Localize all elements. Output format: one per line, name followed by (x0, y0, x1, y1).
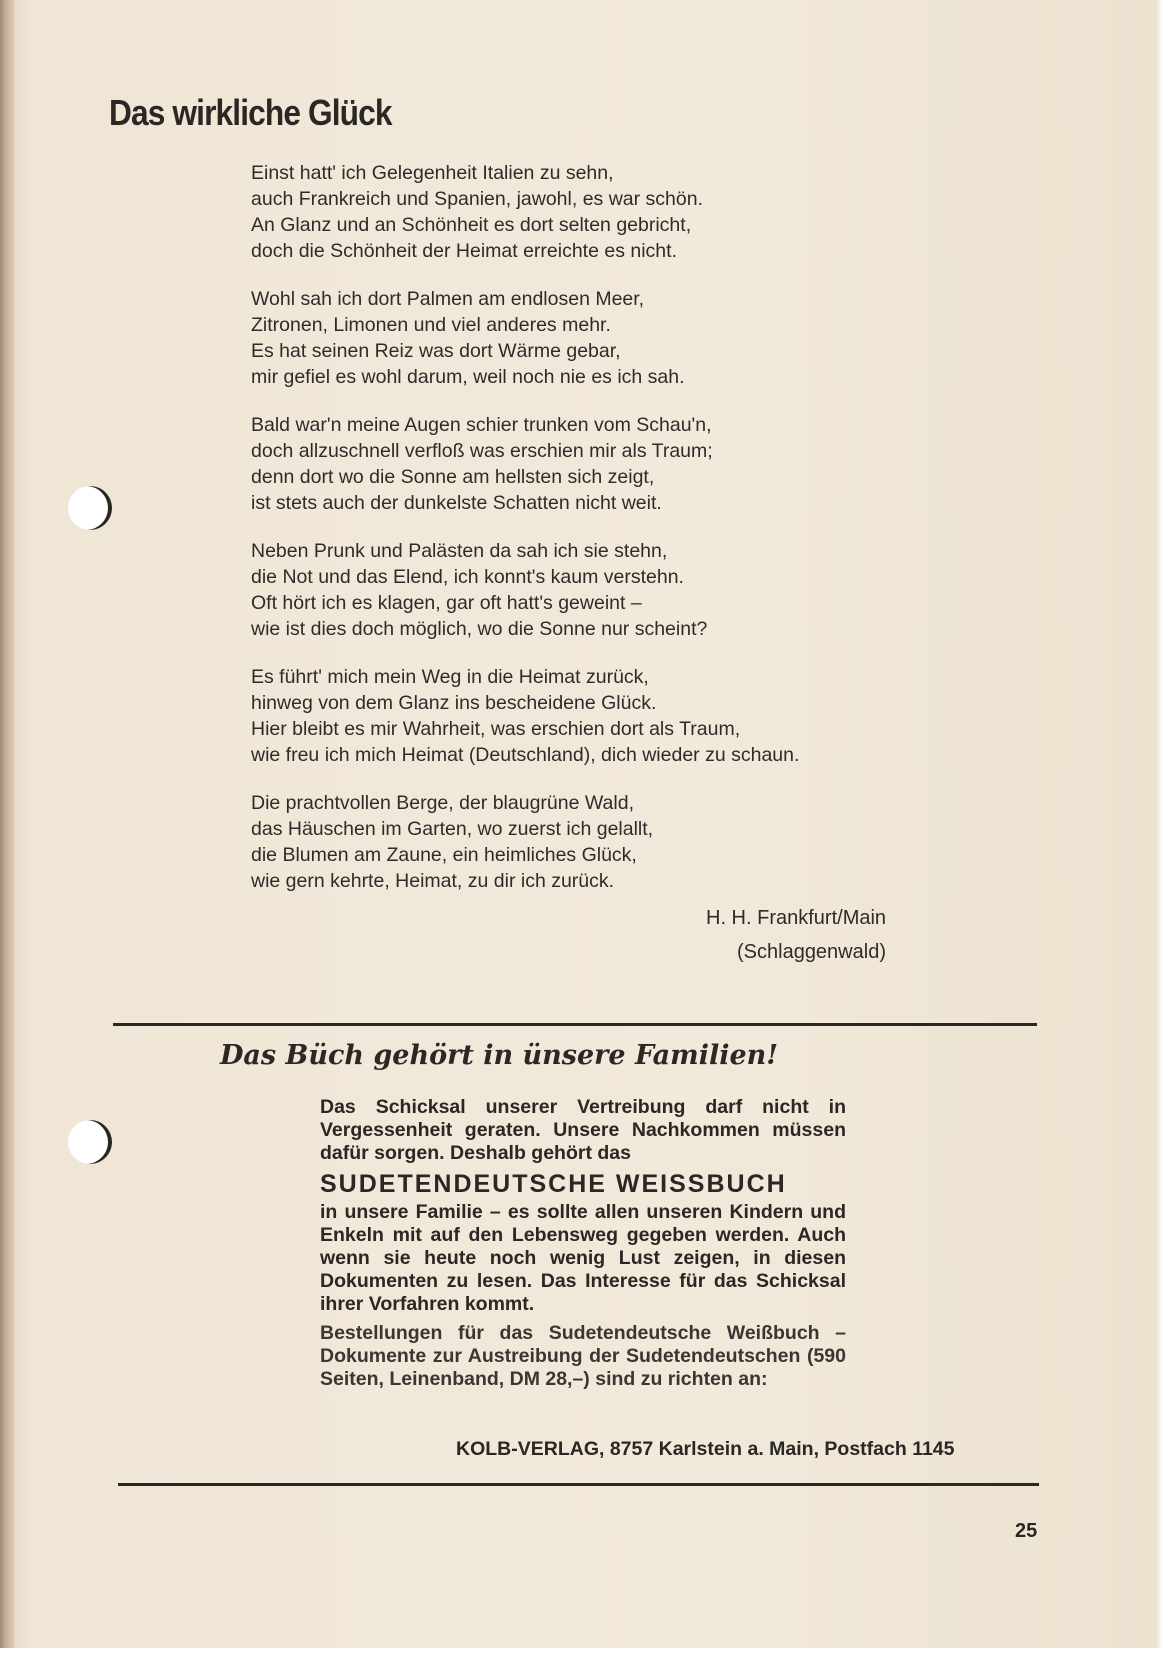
poem-line: wie ist dies doch möglich, wo die Sonne nur scheint? (251, 618, 708, 640)
poem-stanza (251, 538, 951, 642)
advert-order-info: Bestellungen für das Sudetendeutsche Weißbuch – Dokumente zur Austreibung der Sudetendeutschen (590 Seiten, Leinenband, DM 28,–) sind zu richten an: (320, 1322, 846, 1390)
advert-book-title: SUDETENDEUTSCHE WEISSBUCH (320, 1170, 787, 1198)
poem-line: Die prachtvollen Berge, der blaugrüne Wald, (251, 792, 634, 814)
divider-top (113, 1023, 1037, 1026)
poem-body (251, 160, 951, 916)
publisher-address: KOLB-VERLAG, 8757 Karlstein a. Main, Postfach 1145 (456, 1438, 955, 1460)
advert-intro: Das Schicksal unserer Vertreibung darf nicht in Vergessenheit geraten. Unsere Nachkommen müssen dafür sorgen. Deshalb gehört das (320, 1096, 846, 1164)
poem-line: Wohl sah ich dort Palmen am endlosen Meer, (251, 288, 645, 310)
poem-line: wie gern kehrte, Heimat, zu dir ich zurück. (251, 870, 615, 892)
poem-line: Bald war'n meine Augen schier trunken vom Schau'n, (251, 414, 712, 436)
poem-line: An Glanz und an Schönheit es dort selten gebricht, (251, 214, 692, 236)
poem-signature (706, 901, 886, 969)
punch-hole (68, 1120, 112, 1164)
advert-text: in unsere Familie – es sollte allen unseren Kindern und Enkeln mit auf den Lebensweg gegeben werden. Auch wenn sie heute noch wenig Lust zeigen, in diesen Dokumenten zu lesen. Das Interesse für das Schicksal ihrer Vorfahren kommt. (320, 1201, 846, 1315)
poem-line: wie freu ich mich Heimat (Deutschland), dich wieder zu schaun. (251, 744, 800, 766)
poem-line: Oft hört ich es klagen, gar oft hatt's geweint – (251, 592, 642, 614)
poem-line: Es hat seinen Reiz was dort Wärme gebar, (251, 340, 621, 362)
page-bottom-margin (0, 1648, 1163, 1676)
poem-line: die Not und das Elend, ich konnt's kaum verstehn. (251, 566, 684, 588)
poem-line: auch Frankreich und Spanien, jawohl, es war schön. (251, 188, 704, 210)
poem-line: Neben Prunk und Palästen da sah ich sie stehn, (251, 540, 668, 562)
page-binding-edge (0, 0, 14, 1676)
author-initials-city: H. H. Frankfurt/Main (706, 907, 887, 929)
poem-line: das Häuschen im Garten, wo zuerst ich gelallt, (251, 818, 654, 840)
page-number: 25 (1015, 1520, 1038, 1542)
poem-line: Es führt' mich mein Weg in die Heimat zurück, (251, 666, 649, 688)
author-origin: (Schlaggenwald) (737, 941, 886, 963)
poem-line: Hier bleibt es mir Wahrheit, was erschien dort als Traum, (251, 718, 741, 740)
poem-line: Zitronen, Limonen und viel anderes mehr. (251, 314, 611, 336)
poem-stanza (251, 160, 951, 264)
poem-line: denn dort wo die Sonne am hellsten sich zeigt, (251, 466, 655, 488)
poem-stanza (251, 412, 951, 516)
poem-title: Das wirkliche Glück (109, 92, 392, 133)
poem-stanza (251, 286, 951, 390)
poem-line: mir gefiel es wohl darum, weil noch nie es ich sah. (251, 366, 685, 388)
punch-hole (68, 486, 112, 530)
poem-line: die Blumen am Zaune, ein heimliches Glück, (251, 844, 637, 866)
poem-line: Einst hatt' ich Gelegenheit Italien zu sehn, (251, 162, 614, 184)
poem-line: doch allzuschnell verfloß was erschien mir als Traum; (251, 440, 713, 462)
advert-body (320, 1096, 846, 1391)
divider-bottom (118, 1483, 1039, 1486)
poem-line: hinweg von dem Glanz ins bescheidene Glück. (251, 692, 657, 714)
advert-headline: Das Büch gehört in ünsere Familien! (220, 1040, 779, 1071)
poem-line: doch die Schönheit der Heimat erreichte es nicht. (251, 240, 677, 262)
poem-stanza (251, 664, 951, 768)
poem-stanza (251, 790, 951, 894)
page-right-margin (1155, 0, 1163, 1676)
poem-line: ist stets auch der dunkelste Schatten nicht weit. (251, 492, 662, 514)
